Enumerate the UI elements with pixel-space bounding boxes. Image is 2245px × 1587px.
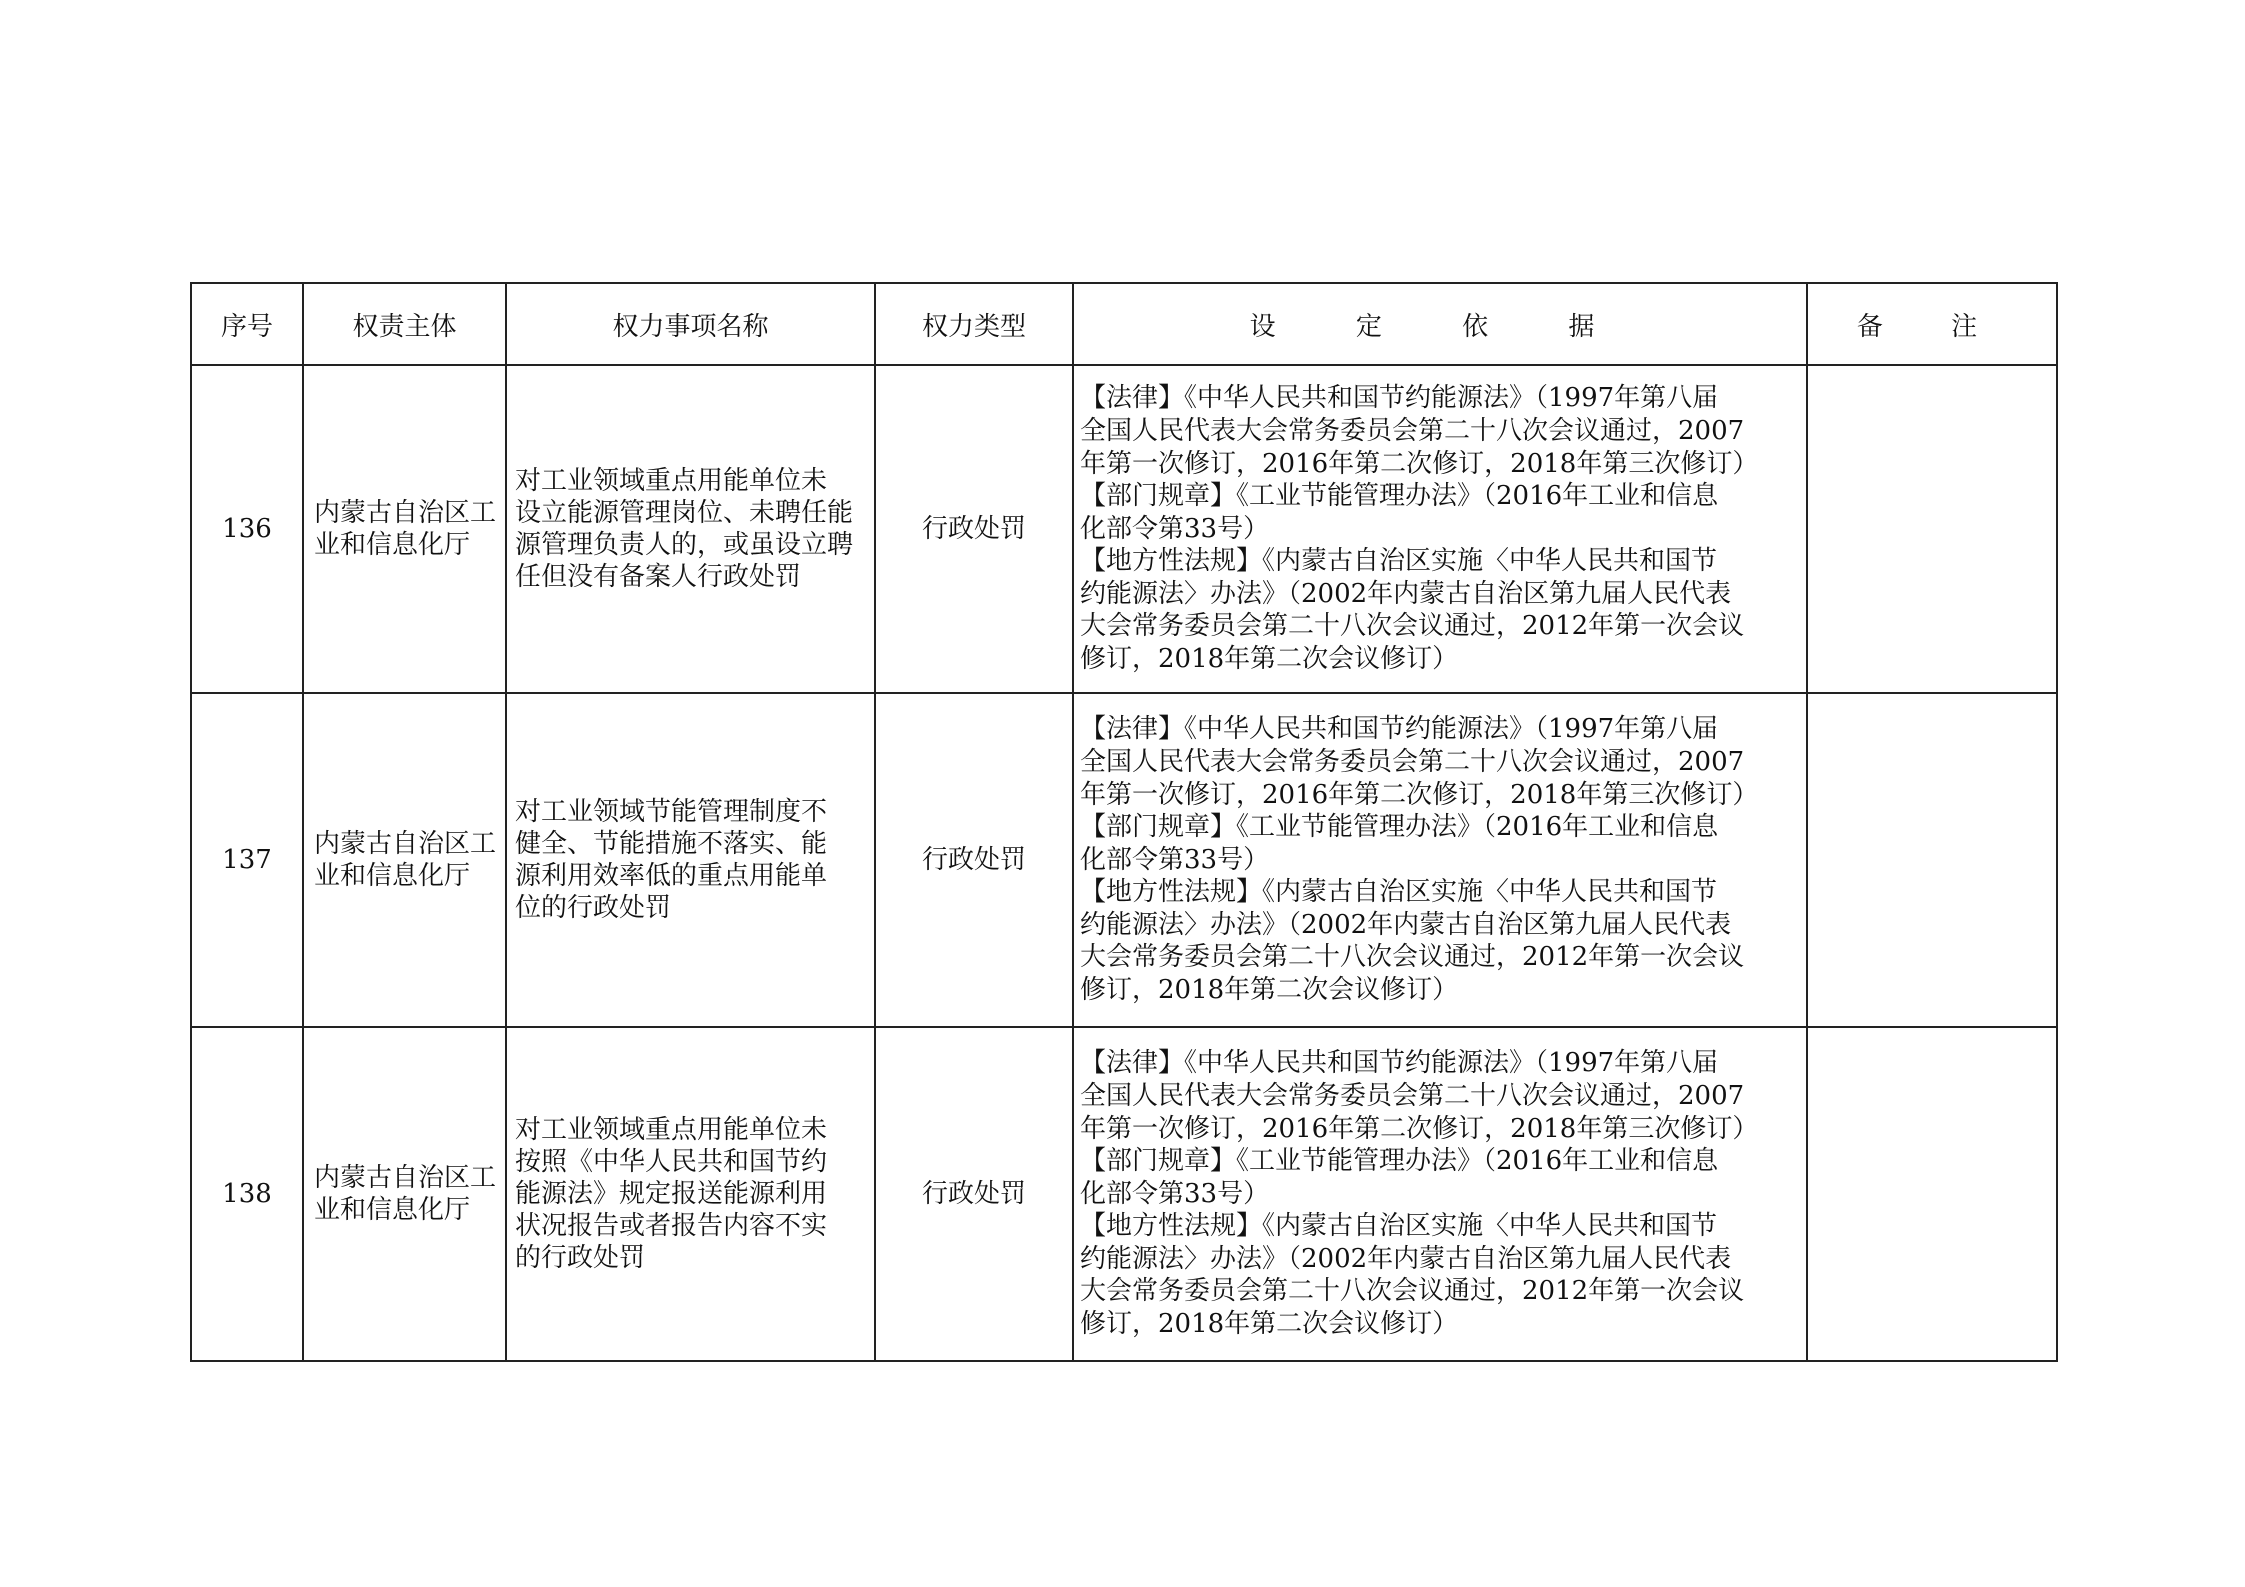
item-line: 任但没有备案人行政处罚 — [515, 562, 802, 592]
basis-line: 化部令第33号） — [1080, 513, 1270, 544]
basis-line: 【地方性法规】《内蒙古自治区实施〈中华人民共和国节 — [1080, 546, 1718, 577]
power-list-table — [190, 282, 2058, 1362]
basis-line: 【地方性法规】《内蒙古自治区实施〈中华人民共和国节 — [1080, 877, 1718, 908]
item-line: 对工业领域重点用能单位未 — [515, 466, 828, 496]
note — [1807, 693, 2057, 1027]
table-row — [191, 693, 2057, 1027]
header-type: 权力类型 — [875, 283, 1073, 365]
item-line: 位的行政处罚 — [515, 893, 672, 923]
subject-line: 内蒙古自治区工 — [314, 829, 497, 859]
basis-line: 年第一次修订，2016年第二次修订，2018年第三次修订） — [1080, 1113, 1759, 1144]
item-line: 状况报告或者报告内容不实 — [515, 1211, 828, 1241]
power-type: 行政处罚 — [875, 1027, 1073, 1361]
row-number: 138 — [191, 1027, 303, 1361]
header-no: 序号 — [191, 283, 303, 365]
power-item-name — [506, 693, 875, 1027]
basis-line: 【地方性法规】《内蒙古自治区实施〈中华人民共和国节 — [1080, 1211, 1718, 1242]
item-line: 对工业领域重点用能单位未 — [515, 1115, 828, 1145]
basis-line: 约能源法〉办法》（2002年内蒙古自治区第九届人民代表 — [1080, 909, 1732, 940]
basis-line: 全国人民代表大会常务委员会第二十八次会议通过，2007 — [1080, 415, 1745, 446]
power-type: 行政处罚 — [875, 693, 1073, 1027]
basis-line: 【法律】《中华人民共和国节约能源法》（1997年第八届 — [1080, 714, 1719, 745]
legal-basis — [1073, 365, 1807, 693]
header-subject: 权责主体 — [303, 283, 506, 365]
table-row — [191, 1027, 2057, 1361]
legal-basis — [1073, 1027, 1807, 1361]
basis-line: 年第一次修订，2016年第二次修订，2018年第三次修订） — [1080, 448, 1759, 479]
basis-line: 修订，2018年第二次会议修订） — [1080, 1309, 1459, 1340]
power-item-name — [506, 365, 875, 693]
basis-line: 大会常务委员会第二十八次会议通过，2012年第一次会议 — [1080, 1276, 1745, 1307]
subject-line: 业和信息化厅 — [314, 530, 471, 560]
basis-line: 修订，2018年第二次会议修订） — [1080, 644, 1459, 675]
basis-line: 全国人民代表大会常务委员会第二十八次会议通过，2007 — [1080, 746, 1745, 777]
header-basis: 设 定 依 据 — [1073, 283, 1807, 365]
basis-line: 【部门规章】《工业节能管理办法》（2016年工业和信息 — [1080, 481, 1719, 512]
subject-line: 业和信息化厅 — [314, 861, 471, 891]
row-number: 137 — [191, 693, 303, 1027]
responsible-subject — [303, 365, 506, 693]
row-number: 136 — [191, 365, 303, 693]
table-body — [191, 365, 2057, 1361]
basis-line: 约能源法〉办法》（2002年内蒙古自治区第九届人民代表 — [1080, 578, 1732, 609]
item-line: 源管理负责人的，或虽设立聘 — [515, 530, 854, 560]
header-item: 权力事项名称 — [506, 283, 875, 365]
item-line: 的行政处罚 — [515, 1243, 646, 1273]
basis-line: 化部令第33号） — [1080, 844, 1270, 875]
subject-line: 内蒙古自治区工 — [314, 1163, 497, 1193]
item-line: 按照《中华人民共和国节约 — [515, 1147, 828, 1177]
basis-line: 化部令第33号） — [1080, 1178, 1270, 1209]
basis-line: 【法律】《中华人民共和国节约能源法》（1997年第八届 — [1080, 383, 1719, 414]
responsible-subject — [303, 693, 506, 1027]
item-line: 能源法》规定报送能源利用 — [515, 1179, 828, 1209]
item-line: 源利用效率低的重点用能单 — [515, 861, 828, 891]
header-row — [191, 283, 2057, 365]
table-row — [191, 365, 2057, 693]
basis-line: 大会常务委员会第二十八次会议通过，2012年第一次会议 — [1080, 942, 1745, 973]
subject-line: 业和信息化厅 — [314, 1195, 471, 1225]
item-line: 健全、节能措施不落实、能 — [515, 829, 828, 859]
basis-line: 全国人民代表大会常务委员会第二十八次会议通过，2007 — [1080, 1080, 1745, 1111]
note — [1807, 365, 2057, 693]
basis-line: 【部门规章】《工业节能管理办法》（2016年工业和信息 — [1080, 812, 1719, 843]
basis-line: 【部门规章】《工业节能管理办法》（2016年工业和信息 — [1080, 1146, 1719, 1177]
power-item-name — [506, 1027, 875, 1361]
basis-line: 约能源法〉办法》（2002年内蒙古自治区第九届人民代表 — [1080, 1243, 1732, 1274]
power-type: 行政处罚 — [875, 365, 1073, 693]
item-line: 对工业领域节能管理制度不 — [515, 797, 828, 827]
header-note: 备 注 — [1807, 283, 2057, 365]
basis-line: 修订，2018年第二次会议修订） — [1080, 975, 1459, 1006]
basis-line: 【法律】《中华人民共和国节约能源法》（1997年第八届 — [1080, 1048, 1719, 1079]
responsible-subject — [303, 1027, 506, 1361]
basis-line: 年第一次修订，2016年第二次修订，2018年第三次修订） — [1080, 779, 1759, 810]
subject-line: 内蒙古自治区工 — [314, 498, 497, 528]
item-line: 设立能源管理岗位、未聘任能 — [515, 498, 854, 528]
note — [1807, 1027, 2057, 1361]
legal-basis — [1073, 693, 1807, 1027]
basis-line: 大会常务委员会第二十八次会议通过，2012年第一次会议 — [1080, 611, 1745, 642]
